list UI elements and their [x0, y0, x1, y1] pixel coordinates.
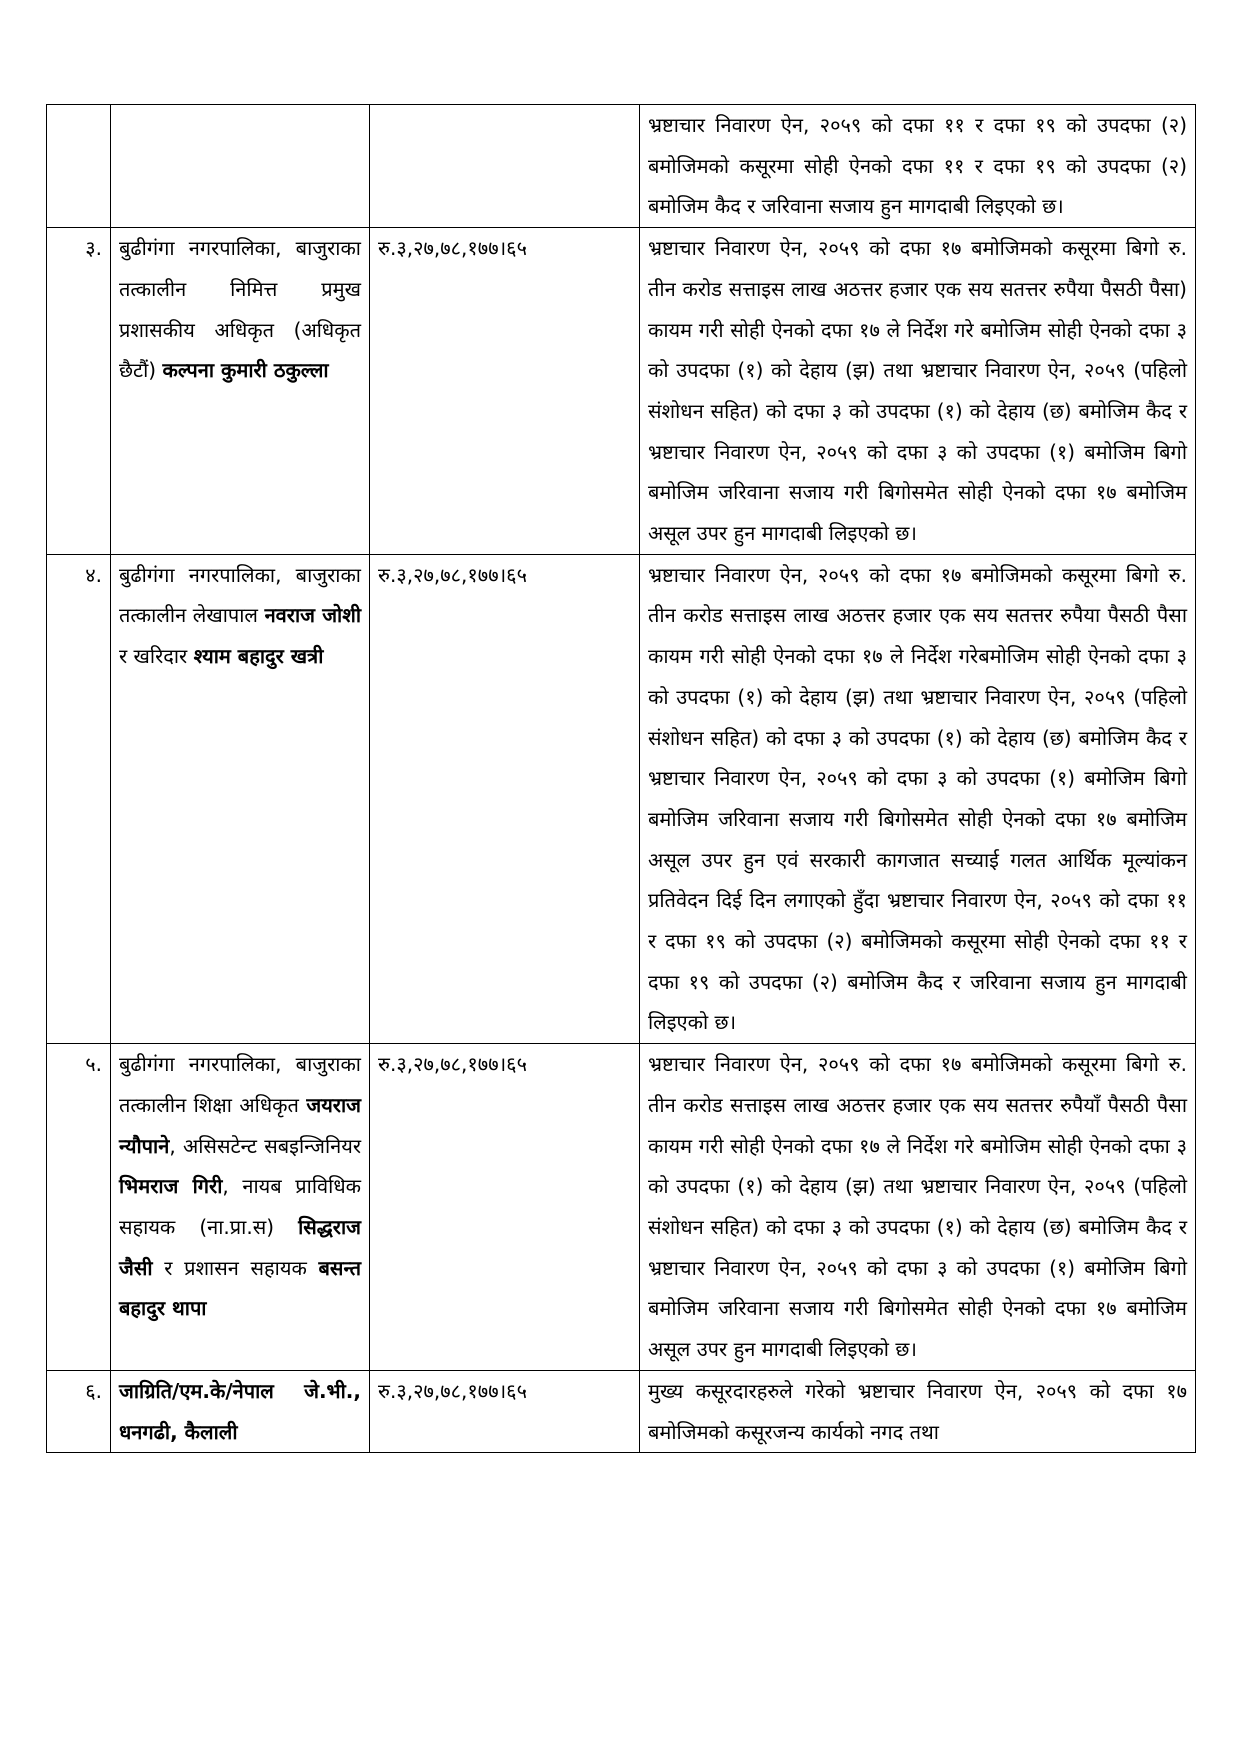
defendant-name-bold: जाग्रिति/एम.के/नेपाल जे.भी., धनगढी, कैलाली	[119, 1378, 361, 1444]
defendant-name	[111, 1044, 370, 1371]
table-row	[47, 1044, 1196, 1371]
defendant-name-bold: श्याम बहादुर खत्री	[193, 644, 324, 669]
serial-number	[47, 105, 111, 228]
defendant-name-text: बुढीगंगा नगरपालिका, बाजुराका तत्कालीन निमित्त प्रमुख प्रशासकीय अधिकृत (अधिकृत छैटौं)	[119, 236, 361, 383]
defendant-name	[111, 228, 370, 555]
defendant-name-bold: नवराज जोशी	[264, 603, 361, 628]
table-row	[47, 1370, 1196, 1452]
defendant-name	[111, 554, 370, 1043]
defendant-name-text: बुढीगंगा नगरपालिका, बाजुराका तत्कालीन लेखापाल	[119, 562, 361, 628]
claim-amount	[370, 105, 640, 228]
serial-number: ६.	[47, 1370, 111, 1452]
defendant-name-bold: सिद्धराज जैसी	[119, 1214, 361, 1280]
defendant-name	[111, 105, 370, 228]
defendant-name-text: र प्रशासन सहायक	[152, 1255, 319, 1280]
table-row	[47, 554, 1196, 1043]
serial-number: ३.	[47, 228, 111, 555]
serial-number: ४.	[47, 554, 111, 1043]
table-row	[47, 228, 1196, 555]
claim-description: भ्रष्टाचार निवारण ऐन, २०५९ को दफा ११ र दफा १९ को उपदफा (२) बमोजिमको कसूरमा सोही ऐनको दफा ११ र दफा १९ को उपदफा (२) बमोजिम कैद र जरिवाना सजाय हुन मागदाबी लिइएको छ।	[640, 105, 1196, 228]
defendant-name	[111, 1370, 370, 1452]
claim-description: भ्रष्टाचार निवारण ऐन, २०५९ को दफा १७ बमोजिमको कसूरमा बिगो रु. तीन करोड सत्ताइस लाख अठत्तर हजार एक सय सतत्तर रुपैयाँ पैसठी पैसा कायम गरी सोही ऐनको दफा १७ ले निर्देश गरे बमोजिम सोही ऐनको दफा ३ को उपदफा (१) को देहाय (झ) तथा भ्रष्टाचार निवारण ऐन, २०५९ (पहिलो संशोधन सहित) को दफा ३ को उपदफा (१) को देहाय (छ) बमोजिम कैद र भ्रष्टाचार निवारण ऐन, २०५९ को दफा ३ को उपदफा (१) बमोजिम बिगो बमोजिम जरिवाना सजाय गरी बिगोसमेत सोही ऐनको दफा १७ बमोजिम असूल उपर हुन मागदाबी लिइएको छ।	[640, 1044, 1196, 1371]
defendant-name-bold: जयराज न्यौपाने	[119, 1092, 361, 1158]
claim-description: भ्रष्टाचार निवारण ऐन, २०५९ को दफा १७ बमोजिमको कसूरमा बिगो रु. तीन करोड सत्ताइस लाख अठत्तर हजार एक सय सतत्तर रुपैया पैसठी पैसा) कायम गरी सोही ऐनको दफा १७ ले निर्देश गरे बमोजिम सोही ऐनको दफा ३ को उपदफा (१) को देहाय (झ) तथा भ्रष्टाचार निवारण ऐन, २०५९ (पहिलो संशोधन सहित) को दफा ३ को उपदफा (१) को देहाय (छ) बमोजिम कैद र भ्रष्टाचार निवारण ऐन, २०५९ को दफा ३ को उपदफा (१) बमोजिम बिगो बमोजिम जरिवाना सजाय गरी बिगोसमेत सोही ऐनको दफा १७ बमोजिम असूल उपर हुन मागदाबी लिइएको छ।	[640, 228, 1196, 555]
claim-amount: रु.३,२७,७८,१७७।६५	[370, 554, 640, 1043]
defendant-name-bold: भिमराज गिरी	[119, 1174, 223, 1199]
table-row	[47, 105, 1196, 228]
defendant-name-text: , नायब प्राविधिक सहायक (ना.प्रा.स)	[119, 1174, 361, 1239]
defendant-name-bold: बसन्त बहादुर थापा	[119, 1255, 361, 1321]
defendant-name-text: , असिसटेन्ट सबइन्जिनियर	[169, 1133, 361, 1158]
claim-description: भ्रष्टाचार निवारण ऐन, २०५९ को दफा १७ बमोजिमको कसूरमा बिगो रु. तीन करोड सत्ताइस लाख अठत्तर हजार एक सय सतत्तर रुपैया पैसठी पैसा कायम गरी सोही ऐनको दफा १७ ले निर्देश गरेबमोजिम सोही ऐनको दफा ३ को उपदफा (१) को देहाय (झ) तथा भ्रष्टाचार निवारण ऐन, २०५९ (पहिलो संशोधन सहित) को दफा ३ को उपदफा (१) को देहाय (छ) बमोजिम कैद र भ्रष्टाचार निवारण ऐन, २०५९ को दफा ३ को उपदफा (१) बमोजिम बिगो बमोजिम जरिवाना सजाय गरी बिगोसमेत सोही ऐनको दफा १७ बमोजिम असूल उपर हुन एवं सरकारी कागजात सच्याई गलत आर्थिक मूल्यांकन प्रतिवेदन दिई दिन लगाएको हुँदा भ्रष्टाचार निवारण ऐन, २०५९ को दफा ११ र दफा १९ को उपदफा (२) बमोजिमको कसूरमा सोही ऐनको दफा ११ र दफा १९ को उपदफा (२) बमोजिम कैद र जरिवाना सजाय हुन मागदाबी लिइएको छ।	[640, 554, 1196, 1043]
claim-amount: रु.३,२७,७८,१७७।६५	[370, 228, 640, 555]
claim-amount: रु.३,२७,७८,१७७।६५	[370, 1370, 640, 1452]
defendant-name-text: र खरिदार	[119, 644, 194, 669]
serial-number: ५.	[47, 1044, 111, 1371]
case-table	[46, 104, 1196, 1453]
claim-description: मुख्य कसूरदारहरुले गरेको भ्रष्टाचार निवारण ऐन, २०५९ को दफा १७ बमोजिमको कसूरजन्य कार्यको नगद तथा	[640, 1370, 1196, 1452]
defendant-name-bold: कल्पना कुमारी ठकुल्ला	[162, 358, 329, 383]
defendant-name-text: बुढीगंगा नगरपालिका, बाजुराका तत्कालीन शिक्षा अधिकृत	[119, 1052, 361, 1117]
claim-amount: रु.३,२७,७८,१७७।६५	[370, 1044, 640, 1371]
